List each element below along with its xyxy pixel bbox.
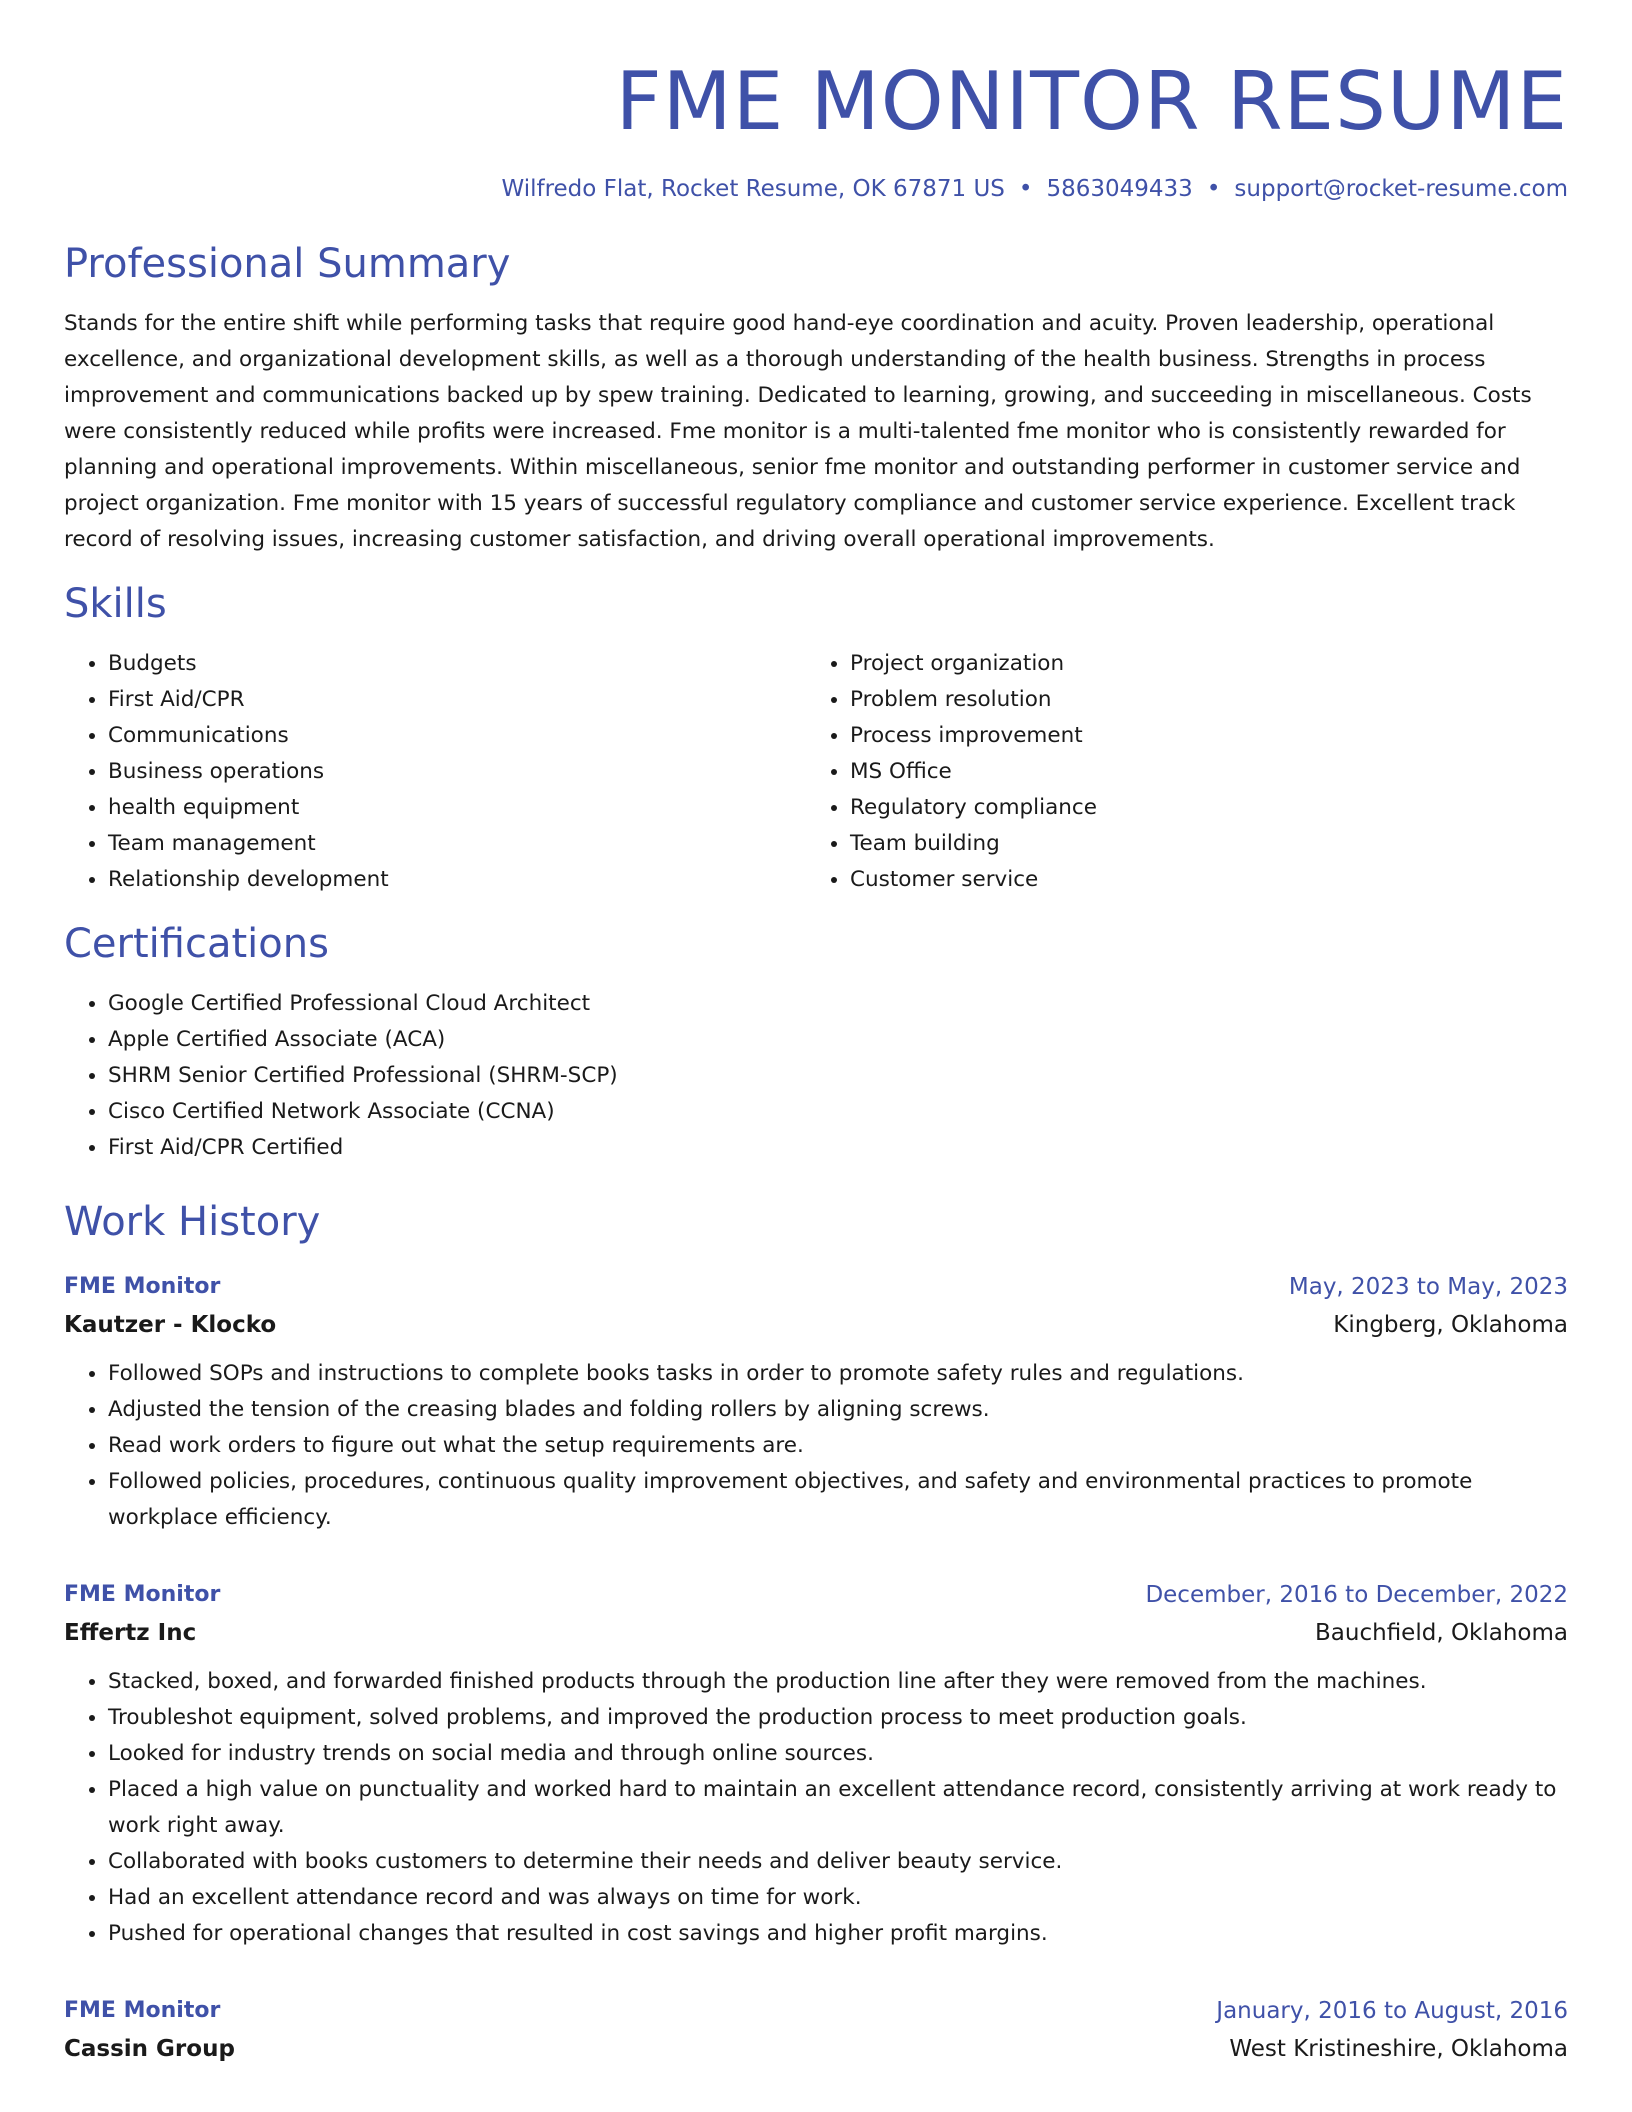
work-section bbox=[64, 1194, 1568, 2068]
skill-item: • Budgets bbox=[108, 646, 806, 682]
skill-item: • Problem resolution bbox=[850, 682, 1548, 718]
skills-list-left bbox=[64, 646, 806, 898]
job-company: Kautzer - Klocko bbox=[64, 1312, 277, 1338]
skills-grid bbox=[64, 646, 1568, 898]
certifications-list bbox=[64, 986, 1568, 1166]
job-location: Bauchfield, Oklahoma bbox=[1315, 1620, 1568, 1646]
summary-section bbox=[64, 236, 1568, 558]
job-duty-item: • Followed SOPs and instructions to complete books tasks in order to promote safety rules and regulations. bbox=[108, 1356, 1568, 1392]
skill-item: • Team building bbox=[850, 826, 1548, 862]
skill-item: • First Aid/CPR bbox=[108, 682, 806, 718]
job-subheader bbox=[64, 2030, 1568, 2068]
job-duty-item: • Troubleshot equipment, solved problems, and improved the production process to meet production goals. bbox=[108, 1700, 1568, 1736]
job-duties-list bbox=[64, 1664, 1568, 1952]
job-duties-list bbox=[64, 1356, 1568, 1536]
skill-item: • Project organization bbox=[850, 646, 1548, 682]
skill-item: • Customer service bbox=[850, 862, 1548, 898]
job-duty-item: • Collaborated with books customers to determine their needs and deliver beauty service. bbox=[108, 1844, 1568, 1880]
contact-line bbox=[64, 172, 1568, 206]
skill-item: • Relationship development bbox=[108, 862, 806, 898]
job-header bbox=[64, 1992, 1568, 2030]
job-duty-item: • Looked for industry trends on social media and through online sources. bbox=[108, 1736, 1568, 1772]
summary-text: Stands for the entire shift while performing tasks that require good hand-eye coordination and acuity. Proven leadership, operational excellence, and organizational development skills, as well as a thorough understanding of the health business. Strengths in process improvement and communications backed up by spew training. Dedicated to learning, growing, and succeeding in miscellaneous. Costs were consistently reduced while profits were increased. Fme monitor is a multi-talented fme monitor who is consistently rewarded for planning and operational improvements. Within miscellaneous, senior fme monitor and outstanding performer in customer service and project organization. Fme monitor with 15 years of successful regulatory compliance and customer service experience. Excellent track record of resolving issues, increasing customer satisfaction, and driving overall operational improvements. bbox=[64, 311, 1532, 552]
skill-item: • MS Office bbox=[850, 754, 1548, 790]
job-duty-item: • Followed policies, procedures, continuous quality improvement objectives, and safety and environmental practices to promote workplace efficiency. bbox=[108, 1464, 1568, 1536]
job-title: FME Monitor bbox=[64, 1998, 221, 2023]
skill-item: • Process improvement bbox=[850, 718, 1548, 754]
skill-item: • Business operations bbox=[108, 754, 806, 790]
job-duty-item: • Stacked, boxed, and forwarded finished products through the production line after they were removed from the machines. bbox=[108, 1664, 1568, 1700]
job-header bbox=[64, 1576, 1568, 1614]
certification-item: • SHRM Senior Certified Professional (SHRM-SCP) bbox=[108, 1058, 1568, 1094]
job-entry bbox=[64, 1268, 1568, 1536]
resume-page bbox=[64, 0, 1568, 2068]
job-duty-item: • Had an excellent attendance record and was always on time for work. bbox=[108, 1880, 1568, 1916]
skill-item: • Team management bbox=[108, 826, 806, 862]
job-header bbox=[64, 1268, 1568, 1306]
job-subheader bbox=[64, 1614, 1568, 1652]
certifications-section bbox=[64, 916, 1568, 1166]
job-title: FME Monitor bbox=[64, 1582, 221, 1607]
job-dates: December, 2016 to December, 2022 bbox=[1145, 1582, 1568, 1608]
skills-column-right bbox=[806, 646, 1548, 898]
certification-item: • Cisco Certified Network Associate (CCNA) bbox=[108, 1094, 1568, 1130]
contact-phone: 5863049433 bbox=[1046, 176, 1193, 202]
contact-separator: • bbox=[1018, 176, 1033, 202]
contact-email[interactable]: support@rocket-resume.com bbox=[1234, 176, 1568, 202]
job-company: Cassin Group bbox=[64, 2036, 235, 2062]
skills-column-left bbox=[64, 646, 806, 898]
skill-item: • Regulatory compliance bbox=[850, 790, 1548, 826]
certification-item: • Apple Certified Associate (ACA) bbox=[108, 1022, 1568, 1058]
job-location: Kingberg, Oklahoma bbox=[1333, 1312, 1568, 1338]
job-entry bbox=[64, 1576, 1568, 1952]
skills-section bbox=[64, 576, 1568, 898]
contact-address: Wilfredo Flat, Rocket Resume, OK 67871 US bbox=[501, 176, 1005, 202]
work-jobs bbox=[64, 1268, 1568, 2068]
job-title: FME Monitor bbox=[64, 1274, 221, 1299]
work-heading: Work History bbox=[64, 1199, 321, 1245]
certification-item: • First Aid/CPR Certified bbox=[108, 1130, 1568, 1166]
job-dates: May, 2023 to May, 2023 bbox=[1288, 1274, 1568, 1300]
resume-title: FME MONITOR RESUME bbox=[615, 55, 1568, 148]
job-location: West Kristineshire, Oklahoma bbox=[1229, 2036, 1568, 2062]
job-duty-item: • Pushed for operational changes that resulted in cost savings and higher profit margins. bbox=[108, 1916, 1568, 1952]
job-duty-item: • Placed a high value on punctuality and worked hard to maintain an excellent attendance record, consistently arriving at work ready to work right away. bbox=[108, 1772, 1568, 1844]
skills-heading: Skills bbox=[64, 581, 167, 627]
skill-item: • health equipment bbox=[108, 790, 806, 826]
job-dates: January, 2016 to August, 2016 bbox=[1216, 1998, 1568, 2024]
skill-item: • Communications bbox=[108, 718, 806, 754]
job-company: Effertz Inc bbox=[64, 1620, 197, 1646]
job-subheader bbox=[64, 1306, 1568, 1344]
certifications-heading: Certifications bbox=[64, 921, 329, 967]
job-duty-item: • Read work orders to figure out what the setup requirements are. bbox=[108, 1428, 1568, 1464]
job-duty-item: • Adjusted the tension of the creasing blades and folding rollers by aligning screws. bbox=[108, 1392, 1568, 1428]
summary-heading: Professional Summary bbox=[64, 241, 511, 287]
certification-item: • Google Certified Professional Cloud Architect bbox=[108, 986, 1568, 1022]
job-entry bbox=[64, 1992, 1568, 2068]
skills-list-right bbox=[806, 646, 1548, 898]
contact-separator: • bbox=[1206, 176, 1221, 202]
